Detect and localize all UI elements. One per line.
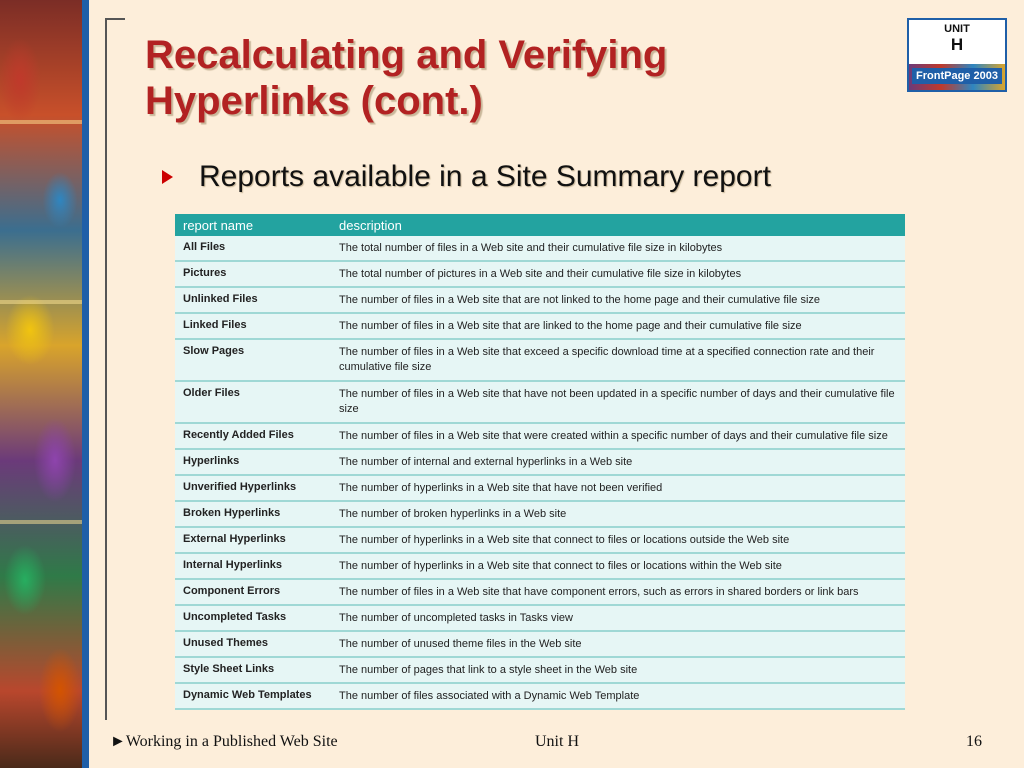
description-cell: The number of files in a Web site that are not linked to the home page and their cumulative file size <box>339 294 821 306</box>
report-name-cell: Unused Themes <box>183 637 268 649</box>
report-name-cell: Component Errors <box>183 585 281 597</box>
table-row <box>175 288 905 314</box>
art-stroke <box>0 300 82 304</box>
report-name-cell: Hyperlinks <box>183 455 240 467</box>
table-row <box>175 262 905 288</box>
report-name-cell: Broken Hyperlinks <box>183 507 281 519</box>
description-cell: The number of broken hyperlinks in a Web site <box>339 508 567 520</box>
description-cell: The number of files in a Web site that have not been updated in a specific number of days and their cumulative file size <box>339 388 895 415</box>
table-row <box>175 528 905 554</box>
description-cell: The number of hyperlinks in a Web site that have not been verified <box>339 482 663 494</box>
bullet-point <box>162 160 771 194</box>
report-name-cell: Unlinked Files <box>183 293 258 305</box>
description-cell: The number of files in a Web site that are linked to the home page and their cumulative file size <box>339 320 802 332</box>
table-row <box>175 606 905 632</box>
bullet-text: Reports available in a Site Summary report <box>199 160 771 193</box>
decorative-artwork-strip <box>0 0 82 768</box>
footer-section-title: ►Working in a Published Web Site <box>110 733 338 750</box>
table-row <box>175 632 905 658</box>
table-row <box>175 450 905 476</box>
description-cell: The number of uncompleted tasks in Tasks view <box>339 612 573 624</box>
description-cell: The number of pages that link to a style sheet in the Web site <box>339 664 638 676</box>
bullet-arrow-icon <box>162 170 173 184</box>
slide-bracket <box>105 18 125 720</box>
report-name-cell: All Files <box>183 241 226 253</box>
report-name-cell: Unverified Hyperlinks <box>183 481 297 493</box>
table-row <box>175 658 905 684</box>
slide-title: Recalculating and Verifying Hyperlinks (cont.) <box>145 33 668 123</box>
report-name-cell: Recently Added Files <box>183 429 294 441</box>
page-number: 16 <box>966 733 982 750</box>
report-name-cell: Slow Pages <box>183 345 245 357</box>
table-row <box>175 236 905 262</box>
accent-bar <box>82 0 89 768</box>
reports-table <box>175 214 905 710</box>
table-row <box>175 424 905 450</box>
report-name-cell: Uncompleted Tasks <box>183 611 287 623</box>
description-cell: The number of files in a Web site that were created within a specific number of days and their cumulative file size <box>339 430 888 442</box>
table-header <box>175 214 905 236</box>
table-row <box>175 502 905 528</box>
report-name-cell: Dynamic Web Templates <box>183 689 312 701</box>
art-stroke <box>0 120 82 124</box>
description-cell: The total number of pictures in a Web site and their cumulative file size in kilobytes <box>339 268 742 280</box>
unit-letter: H <box>950 35 964 54</box>
report-name-cell: Internal Hyperlinks <box>183 559 283 571</box>
description-cell: The number of hyperlinks in a Web site that connect to files or locations outside the Web site <box>339 534 790 546</box>
unit-badge <box>907 18 1007 92</box>
report-name-cell: Pictures <box>183 267 227 279</box>
art-stroke <box>0 520 82 524</box>
table-body <box>175 236 905 710</box>
report-name-cell: Older Files <box>183 387 240 399</box>
description-cell: The number of files in a Web site that exceed a specific download time at a specified connection rate and their cumulative file size <box>339 346 875 373</box>
description-cell: The number of hyperlinks in a Web site that connect to files or locations within the Web site <box>339 560 782 572</box>
table-row <box>175 554 905 580</box>
description-cell: The number of files associated with a Dynamic Web Template <box>339 690 640 702</box>
description-cell: The total number of files in a Web site and their cumulative file size in kilobytes <box>339 242 723 254</box>
table-row <box>175 476 905 502</box>
product-label: FrontPage 2003 <box>912 68 1002 84</box>
report-name-cell: Linked Files <box>183 319 247 331</box>
description-cell: The number of unused theme files in the Web site <box>339 638 582 650</box>
description-cell: The number of internal and external hyperlinks in a Web site <box>339 456 633 468</box>
table-row <box>175 382 905 424</box>
unit-badge-top <box>909 20 1005 64</box>
table-row <box>175 340 905 382</box>
table-row <box>175 684 905 710</box>
table-row <box>175 314 905 340</box>
report-name-cell: External Hyperlinks <box>183 533 286 545</box>
unit-label: UNIT <box>944 23 970 35</box>
header-report-name: report name <box>183 217 254 233</box>
description-cell: The number of files in a Web site that have component errors, such as errors in shared borders or link bars <box>339 586 859 598</box>
report-name-cell: Style Sheet Links <box>183 663 275 675</box>
footer-unit: Unit H <box>535 733 579 750</box>
header-description: description <box>339 217 402 233</box>
table-row <box>175 580 905 606</box>
unit-badge-bottom <box>909 64 1005 90</box>
